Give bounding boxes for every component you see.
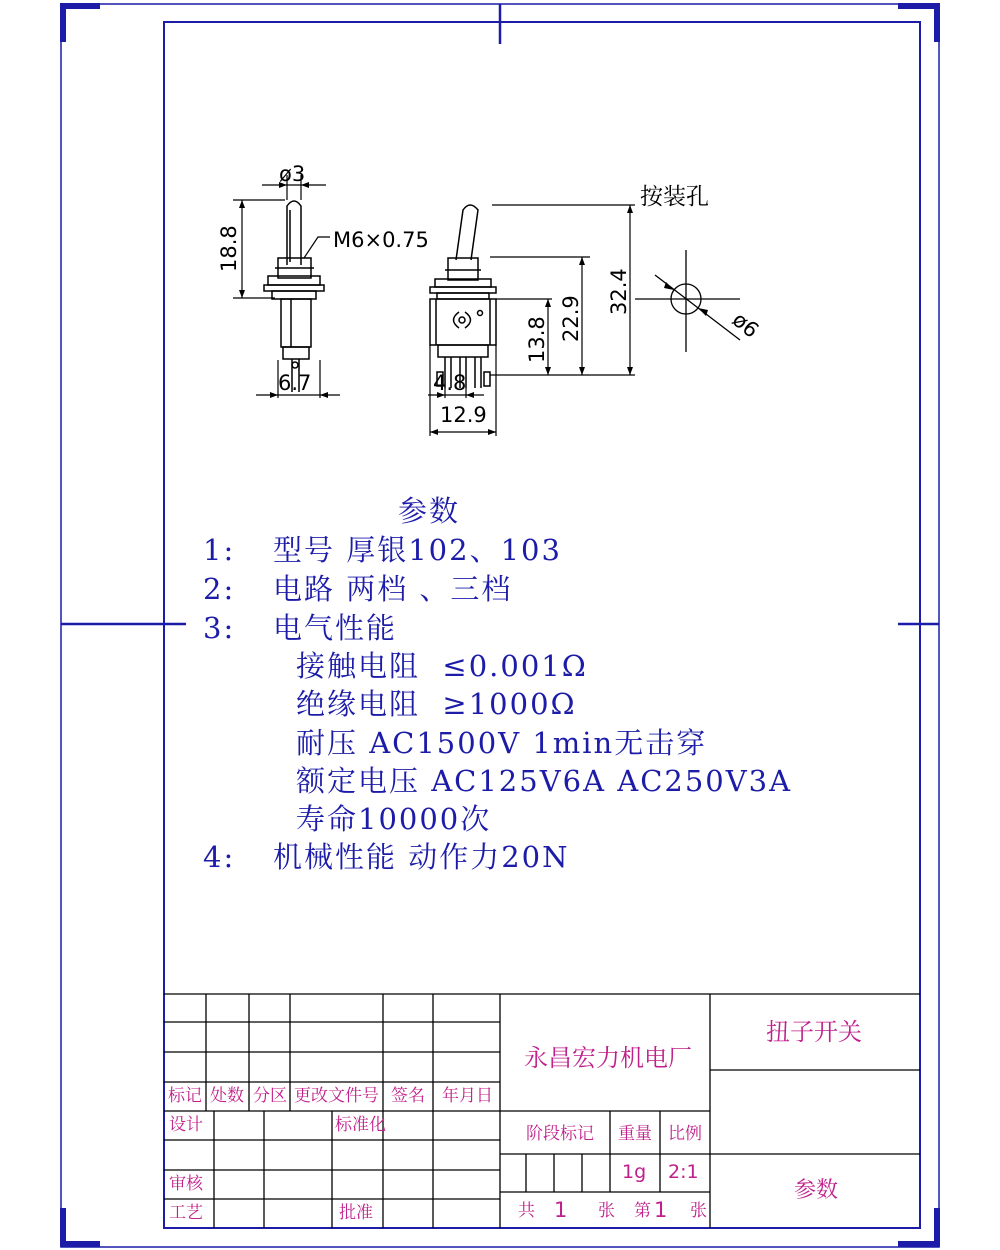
mounting-hole <box>635 250 740 352</box>
dim-22-9: 22.9 <box>559 295 583 342</box>
dim-6-7: 6.7 <box>278 371 312 395</box>
spec-line-2-number: 2: <box>203 572 236 606</box>
tb-process-label: 工艺 <box>169 1203 203 1223</box>
dim-4-8: 4.8 <box>433 371 467 395</box>
spec-lifetime: 寿命10000次 <box>296 802 492 836</box>
dim-13-8: 13.8 <box>525 316 549 363</box>
switch-front-view <box>430 205 496 388</box>
spec-rated-voltage: 额定电压 AC125V6A AC250V3A <box>296 764 793 798</box>
tb-change-doc-header: 更改文件号 <box>294 1086 379 1106</box>
spec-line-4-text: 机械性能 动作力20N <box>273 840 570 874</box>
tb-design-label: 设计 <box>169 1115 203 1135</box>
spec-line-4 <box>203 840 570 874</box>
tb-standardization-label: 标准化 <box>335 1115 386 1135</box>
tb-mark-header: 标记 <box>168 1086 202 1106</box>
spec-line-1 <box>203 533 562 567</box>
tb-sheet-no: 1 <box>654 1198 668 1222</box>
tb-date-header: 年月日 <box>442 1086 493 1106</box>
side-view-arrows <box>239 182 328 398</box>
mounting-hole-label: 按装孔 <box>640 184 709 210</box>
tb-weight-value: 1g <box>622 1161 647 1183</box>
tb-weight-label: 重量 <box>618 1124 652 1144</box>
tb-signature-header: 签名 <box>391 1086 425 1106</box>
spec-insulation-resistance: 绝缘电阻 ≥1000Ω <box>296 687 577 721</box>
spec-line-3 <box>203 611 398 645</box>
dim-18-8: 18.8 <box>217 225 241 272</box>
centering-marks <box>61 4 939 624</box>
dim-dia-3: ø3 <box>279 162 306 186</box>
dim-thread: M6×0.75 <box>333 228 429 252</box>
dim-32-4: 32.4 <box>607 268 631 315</box>
spec-withstand-voltage: 耐压 AC1500V 1min无击穿 <box>296 726 708 760</box>
tb-review-label: 审核 <box>169 1174 203 1194</box>
spec-line-1-text: 型号 厚银102、103 <box>273 533 562 567</box>
tb-sheet-total: 1 <box>554 1198 568 1222</box>
specs-title: 参数 <box>398 494 461 528</box>
spec-line-2-text: 电路 两档 、三档 <box>273 572 513 606</box>
spec-line-3-number: 3: <box>203 611 236 645</box>
dim-dia-6: ø6 <box>727 307 764 343</box>
tb-sheet-no-prefix: 第 <box>634 1201 651 1221</box>
tb-company-name: 永昌宏力机电厂 <box>524 1044 692 1072</box>
tb-approve-label: 批准 <box>339 1203 373 1223</box>
spec-contact-resistance: 接触电阻 ≤0.001Ω <box>296 649 588 683</box>
spec-line-1-number: 1: <box>203 533 236 567</box>
tb-scale-label: 比例 <box>668 1124 702 1144</box>
tb-sheet-total-prefix: 共 <box>518 1201 535 1221</box>
tb-product-name: 扭子开关 <box>766 1018 862 1046</box>
tb-zone-header: 分区 <box>253 1086 287 1106</box>
tb-sheet-unit-2: 张 <box>690 1201 707 1221</box>
spec-line-4-number: 4: <box>203 840 236 874</box>
tb-stage-mark-label: 阶段标记 <box>526 1124 594 1144</box>
spec-line-3-text: 电气性能 <box>273 611 398 645</box>
tb-scale-value: 2:1 <box>668 1161 699 1183</box>
tb-count-header: 处数 <box>210 1086 244 1106</box>
tb-drawing-name: 参数 <box>794 1178 839 1203</box>
tb-sheet-unit: 张 <box>598 1201 615 1221</box>
switch-side-view <box>264 201 324 392</box>
dim-12-9: 12.9 <box>440 403 487 427</box>
spec-line-2 <box>203 572 513 606</box>
